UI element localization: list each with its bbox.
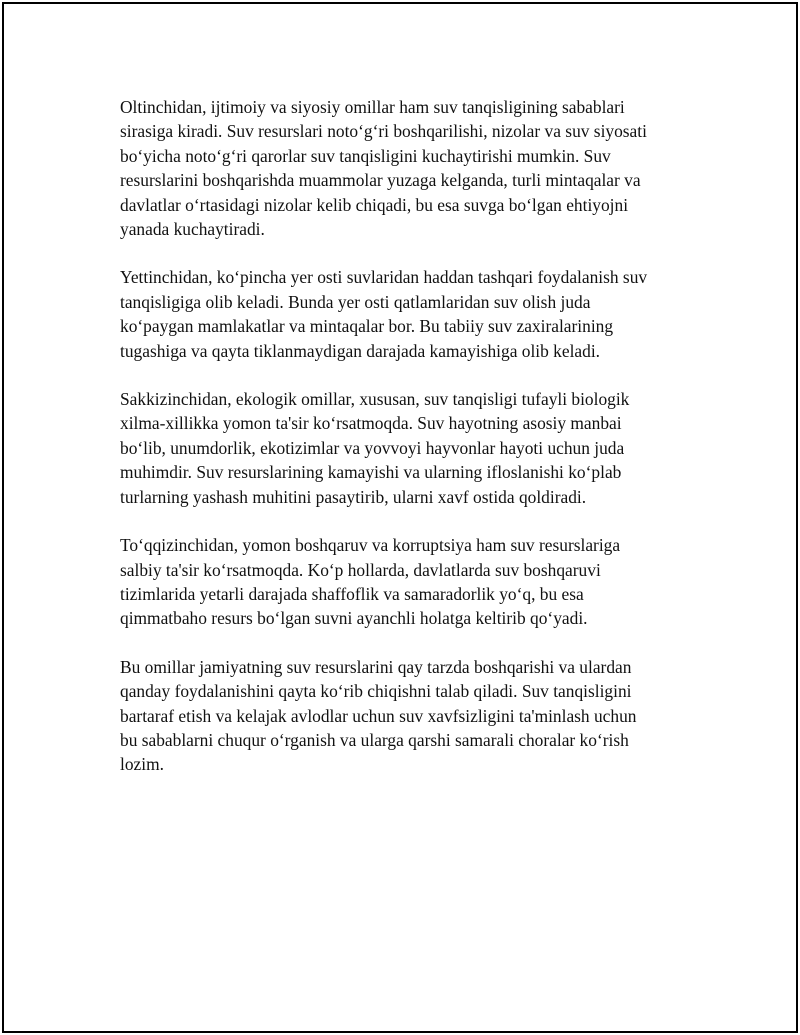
paragraph-ninth-reason: To‘qqizinchidan, yomon boshqaruv va korruptsiya ham suv resurslariga salbiy ta'sir ko‘rsatmoqda. Ko‘p hollarda, davlatlarda suv boshqaruvi tizimlarida yetarli darajada shaffoflik va samaradorlik yo‘q, bu esa qimmatbaho resurs bo‘lgan suvni ayanchli holatga keltirib qo‘yadi. [120, 535, 621, 629]
page-content [120, 95, 700, 801]
paragraph-sixth-reason: Oltinchidan, ijtimoiy va siyosiy omillar ham suv tanqisligining sabablari sirasiga kiradi. Suv resurslari noto‘g‘ri boshqarilishi, nizolar va suv siyosati bo‘yicha noto‘g‘ri qarorlar suv tanqisligini kuchaytirishi mumkin. Suv resurslarini boshqarishda muammolar yuzaga kelganda, turli mintaqalar va davlatlar o‘rtasidagi nizolar kelib chiqadi, bu esa suvga bo‘lgan ehtiyojni yanada kuchaytiradi. [120, 97, 647, 240]
paragraph-conclusion: Bu omillar jamiyatning suv resurslarini qay tarzda boshqarishi va ulardan qanday foydalanishini qayta ko‘rib chiqishni talab qiladi. Suv tanqisligini bartaraf etish va kelajak avlodlar uchun suv xavfsizligini ta'minlash uchun bu sabablarni chuqur o‘rganish va ularga qarshi samarali choralar ko‘rish lozim. [120, 656, 637, 775]
paragraph-seventh-reason: Yettinchidan, ko‘pincha yer osti suvlaridan haddan tashqari foydalanish suv tanqisligiga olib keladi. Bunda yer osti qatlamlaridan suv olish juda ko‘paygan mamlakatlar va mintaqalar bor. Bu tabiiy suv zaxiralarining tugashiga va qayta tiklanmaydigan darajada kamayishiga olib keladi. [120, 267, 648, 361]
page-frame [2, 2, 798, 1033]
paragraph-eighth-reason: Sakkizinchidan, ekologik omillar, xususan, suv tanqisligi tufayli biologik xilma-xillikka yomon ta'sir ko‘rsatmoqda. Suv hayotning asosiy manbai bo‘lib, unumdorlik, ekotizimlar va yovvoyi hayvonlar hayoti uchun juda muhimdir. Suv resurslarining kamayishi va ularning ifloslanishi ko‘plab turlarning yashash muhitini pasaytirib, ularni xavf ostida qoldiradi. [120, 389, 630, 507]
